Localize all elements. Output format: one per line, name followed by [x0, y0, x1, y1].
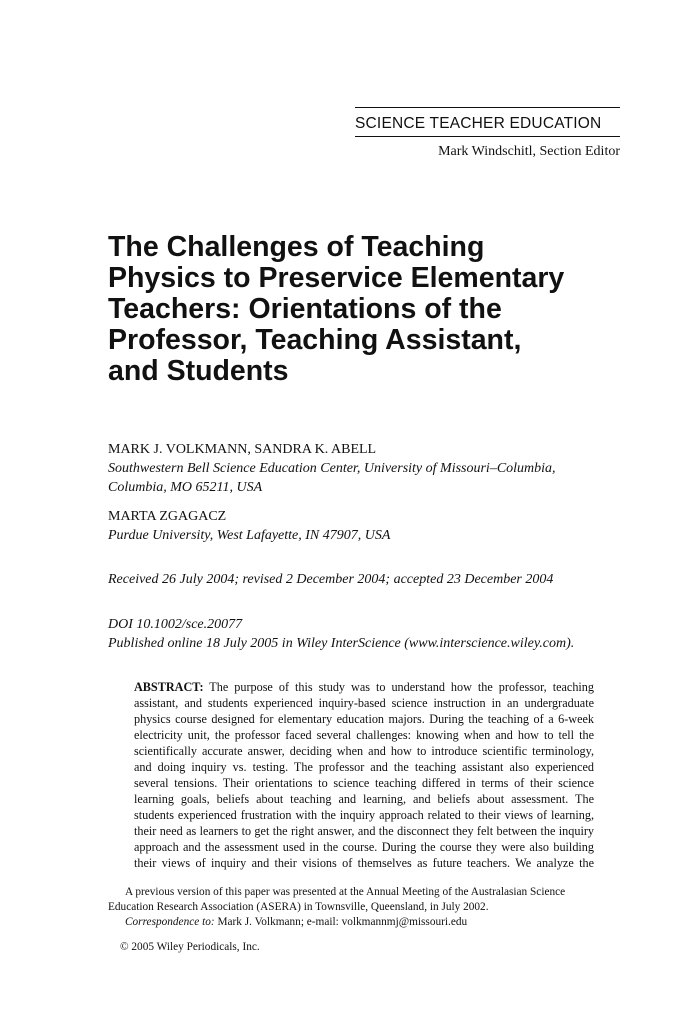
- author-affiliation: Southwestern Bell Science Education Center, University of Missouri–Columbia,: [108, 461, 556, 476]
- correspondence-label: Correspondence to:: [125, 916, 215, 928]
- footnote-line: A previous version of this paper was presented at the Annual Meeting of the Australasian Science: [125, 886, 566, 898]
- correspondence-text: Mark J. Volkmann; e-mail: volkmannmj@missouri.edu: [214, 916, 468, 928]
- abstract-line-first: [134, 679, 594, 695]
- copyright: © 2005 Wiley Periodicals, Inc.: [120, 941, 260, 953]
- footnote-line: Education Research Association (ASERA) in Townsville, Queensland, in July 2002.: [108, 901, 489, 913]
- correspondence-line: [108, 915, 623, 930]
- abstract-line: students experienced frustration with the inquiry approach related to their views of learning,: [134, 808, 594, 822]
- author-names: MARK J. VOLKMANN, SANDRA K. ABELL: [108, 442, 377, 457]
- abstract: [134, 679, 594, 871]
- section-title: SCIENCE TEACHER EDUCATION: [355, 115, 602, 132]
- published-text: Published online 18 July 2005 in Wiley InterScience (www.interscience.wiley.com).: [108, 636, 575, 651]
- abstract-line: several tensions. Their orientations to science teaching differed in terms of their science: [134, 776, 594, 790]
- abstract-line: physics course designed for elementary education majors. During the teaching of a 6-week: [134, 712, 594, 726]
- section-editor: Mark Windschitl, Section Editor: [438, 144, 620, 159]
- title-line: and Students: [108, 355, 289, 387]
- title-line: Teachers: Orientations of the: [108, 293, 502, 325]
- abstract-line: and doing inquiry vs. testing. The professor and the teaching assistant also experienced: [134, 760, 594, 774]
- abstract-line: their need as learners to get the right answer, and the disconnect they felt between the inquiry: [134, 824, 594, 838]
- abstract-line: approach and the assessment used in the course. During the course they were also building: [134, 840, 594, 854]
- title-line: The Challenges of Teaching: [108, 231, 485, 263]
- footnote: [108, 885, 623, 930]
- author-affiliation: Columbia, MO 65211, USA: [108, 480, 263, 495]
- header-bottom-rule: [355, 136, 620, 137]
- received-dates: [108, 570, 628, 589]
- abstract-line: assistant, and students experienced inquiry-based science instruction in an undergraduate: [134, 696, 594, 710]
- abstract-line: their views of inquiry and their visions of themselves as future teachers. We analyze the: [134, 856, 594, 870]
- abstract-line: electricity unit, the professor faced several challenges: knowing when and how to tell the: [134, 728, 594, 742]
- section-header: [355, 107, 620, 160]
- publication-info: [108, 615, 628, 653]
- title-line: Physics to Preservice Elementary: [108, 262, 565, 294]
- doi-text: DOI 10.1002/sce.20077: [108, 617, 243, 632]
- title-line: Professor, Teaching Assistant,: [108, 324, 522, 356]
- author-group-1: [108, 440, 628, 497]
- abstract-line: scientifically accurate answer, deciding when and how to introduce scientific terminology,: [134, 744, 594, 758]
- abstract-label: ABSTRACT:: [134, 680, 204, 694]
- abstract-line: learning goals, beliefs about teaching and learning, and beliefs about assessment. The: [134, 792, 594, 806]
- author-names: MARTA ZGAGACZ: [108, 509, 227, 524]
- article-title: [108, 232, 648, 387]
- author-group-2: [108, 507, 628, 545]
- dates-text: Received 26 July 2004; revised 2 December 2004; accepted 23 December 2004: [108, 572, 554, 587]
- author-affiliation: Purdue University, West Lafayette, IN 47907, USA: [108, 528, 391, 543]
- abstract-first-text: The purpose of this study was to understand how the professor, teaching: [203, 680, 594, 694]
